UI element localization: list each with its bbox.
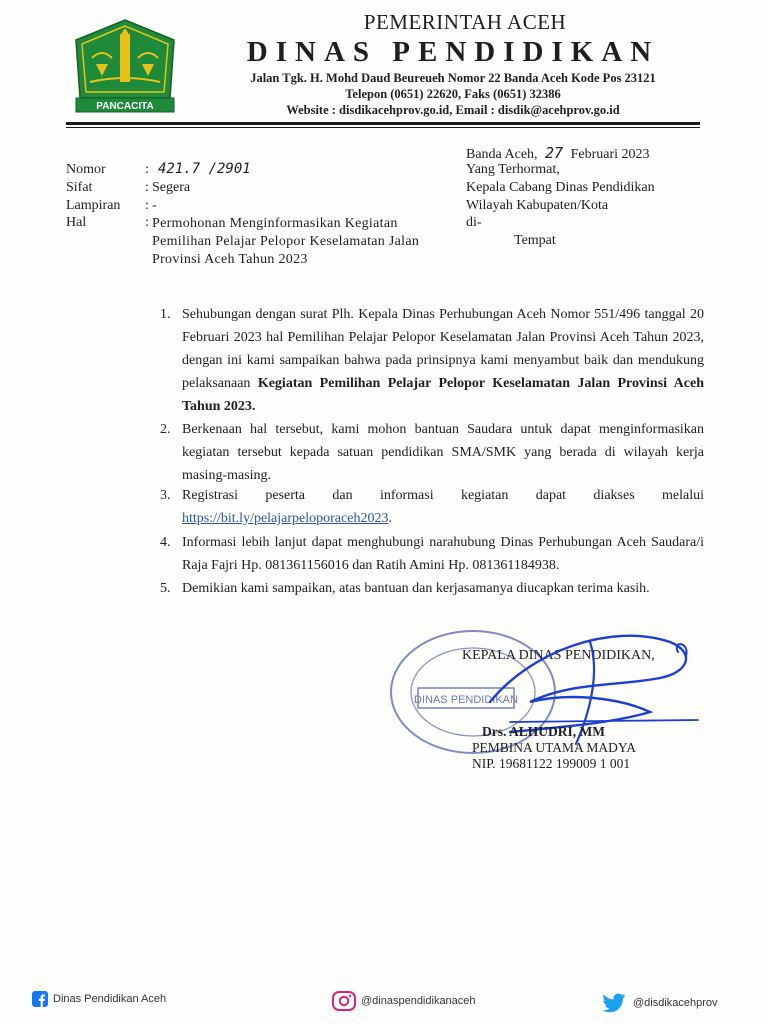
list-item-after: .: [388, 511, 392, 526]
twitter-icon: [602, 993, 628, 1013]
instagram-icon: [332, 991, 356, 1011]
date-place: Banda Aceh,: [466, 147, 538, 162]
list-item-body: Registrasi peserta dan informasi kegiatan dapat diakses melalui: [182, 488, 704, 503]
list-item-text: Berkenaan hal tersebut, kami mohon bantuan Saudara untuk dapat menginformasikan kegiatan tersebut kepada satuan pendidikan SMA/SMK yang berada di wilayah kerja masing-masing.: [182, 422, 704, 483]
list-item-bold: Kegiatan Pemilihan Pelajar Pelopor Keselamatan Jalan Provinsi Aceh Tahun 2023.: [182, 376, 704, 414]
list-item-number: 4.: [160, 535, 171, 550]
list-item-text: [182, 303, 704, 418]
signatory-name: Drs. ALHUDRI, MM: [482, 724, 605, 739]
list-item: [160, 484, 705, 530]
list-item: [160, 303, 705, 418]
government-name: PEMERINTAH ACEH: [363, 10, 567, 34]
lampiran-label: Lampiran: [66, 198, 121, 213]
pancacita-logo: [72, 18, 178, 114]
hal-value: Permohonan Menginformasikan Kegiatan Pemilihan Pelajar Pelopor Keselamatan Jalan Provinsi Aceh Tahun 2023: [152, 216, 420, 267]
instagram-handle: @dinaspendidikanaceh: [361, 995, 476, 1007]
sifat-colon: :: [145, 180, 149, 195]
header-rule-thin: [66, 127, 700, 128]
agency-name: DINAS PENDIDIKAN: [246, 36, 660, 68]
facebook-icon: [32, 991, 48, 1007]
place-date: [466, 144, 650, 163]
hal-label: Hal: [66, 215, 87, 230]
nomor-value: 421.7 /2901: [158, 161, 251, 177]
list-item-text: [182, 484, 704, 530]
list-item-body: Sehubungan dengan surat Plh. Kepala Dinas Perhubungan Aceh Nomor 551/496 tanggal 20 Februari 2023 hal Pemilihan Pelajar Pelopor Keselamatan Jalan Provinsi Aceh Tahun 2023, dengan ini kami sampaikan bahwa pada prinsipnya kami menyambut baik dan mendukung pelaksanaan: [182, 307, 704, 391]
date-day: 27: [545, 144, 564, 162]
footer-twitter[interactable]: [602, 993, 718, 1013]
signatory-rank: PEMBINA UTAMA MADYA: [472, 740, 636, 755]
list-item: [160, 577, 705, 600]
logo-text: PANCACITA: [96, 101, 154, 112]
footer-instagram[interactable]: [332, 991, 476, 1011]
website-email-line: Website : disdikacehprov.go.id, Email : disdik@acehprov.go.id: [286, 103, 620, 117]
list-item-text: Demikian kami sampaikan, atas bantuan dan kerjasamanya diucapkan terima kasih.: [182, 581, 650, 596]
registration-link[interactable]: https://bit.ly/pelajarpeloporaceh2023: [182, 511, 389, 526]
twitter-handle: @disdikacehprov: [633, 997, 718, 1009]
date-month-year: Februari 2023: [570, 147, 650, 162]
list-item-text: Informasi lebih lanjut dapat menghubungi narahubung Dinas Perhubungan Aceh Saudara/i Raja Fajri Hp. 081361156016 dan Ratih Amini Hp. 081361184938.: [182, 535, 704, 573]
sifat-value: Segera: [152, 180, 191, 195]
addressee-place: Tempat: [514, 233, 556, 248]
sifat-label: Sifat: [66, 180, 93, 195]
addressee-position: Kepala Cabang Dinas Pendidikan: [466, 180, 655, 195]
list-item-number: 5.: [160, 581, 171, 596]
addressee-di: di-: [466, 215, 482, 230]
list-item-number: 2.: [160, 422, 171, 437]
list-item-number: 1.: [160, 307, 171, 322]
phone-line: Telepon (0651) 22620, Faks (0651) 32386: [345, 87, 561, 101]
nomor-colon: :: [145, 162, 149, 177]
list-item: [160, 418, 705, 487]
hal-colon: :: [145, 215, 149, 230]
signatory-nip: NIP. 19681122 199009 1 001: [472, 756, 631, 771]
header-rule-thick: [66, 122, 700, 125]
addressee-region: Wilayah Kabupaten/Kota: [466, 198, 609, 213]
addressee-salutation: Yang Terhormat,: [466, 162, 560, 177]
footer-facebook[interactable]: [32, 991, 166, 1007]
list-item-number: 3.: [160, 488, 171, 503]
lampiran-value: -: [152, 198, 157, 213]
address-line: Jalan Tgk. H. Mohd Daud Beureueh Nomor 22 Banda Aceh Kode Pos 23121: [250, 71, 656, 85]
stamp-text: DINAS PENDIDIKAN: [414, 694, 518, 706]
list-item: [160, 531, 705, 577]
facebook-handle: Dinas Pendidikan Aceh: [53, 993, 167, 1005]
nomor-label: Nomor: [66, 162, 106, 177]
lampiran-colon: :: [145, 198, 149, 213]
signature-title: KEPALA DINAS PENDIDIKAN,: [462, 648, 655, 663]
